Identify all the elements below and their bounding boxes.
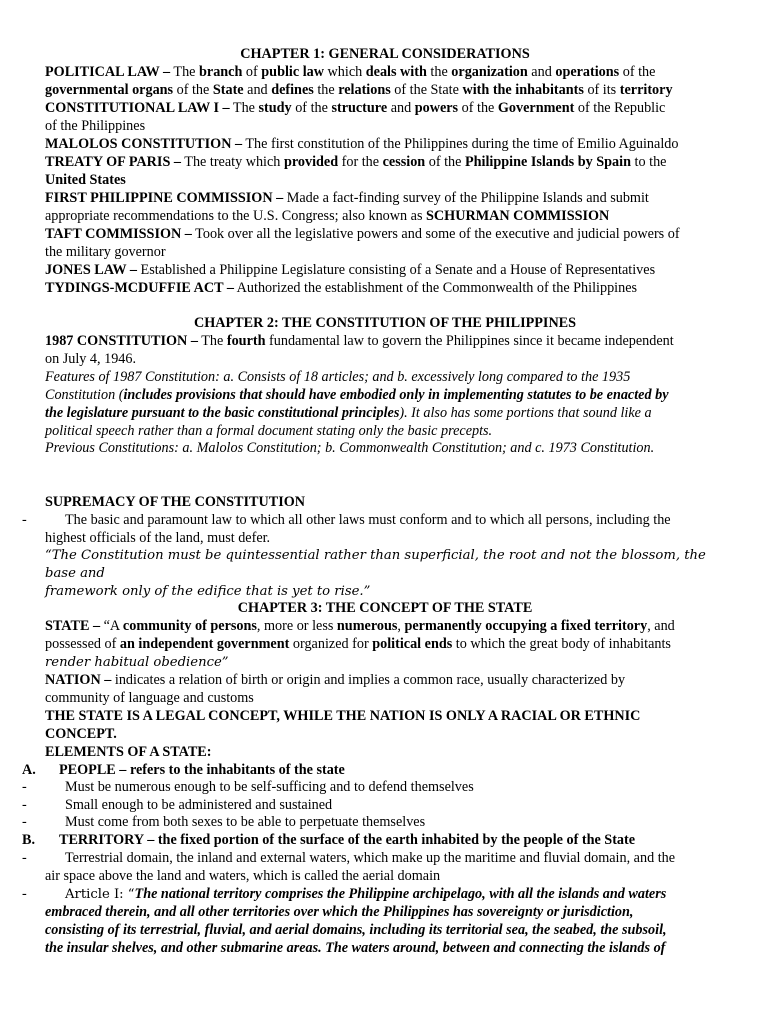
taft-commission-definition: TAFT COMMISSION – Took over all the legislative powers and some of the executive and judicial powers of the military governor	[45, 226, 680, 260]
malolos-constitution-definition: MALOLOS CONSTITUTION – The first constitution of the Philippines during the time of Emilio Aguinaldo	[45, 136, 679, 152]
tydings-mcduffie-definition: TYDINGS-MCDUFFIE ACT – Authorized the establishment of the Commonwealth of the Philippines	[45, 280, 638, 296]
state-definition: STATE – “A community of persons, more or less numerous, permanently occupying a fixed territory, and possessed of an independent government organized for political ends to which the great body of inhabitants render habitual obedience”	[45, 618, 675, 670]
supremacy-heading: SUPREMACY OF THE CONSTITUTION	[45, 494, 306, 510]
bullet-dash: -	[22, 512, 27, 528]
chapter-2-heading: CHAPTER 2: THE CONSTITUTION OF THE PHILIPPINES	[193, 315, 577, 331]
element-territory-title: TERRITORY – the fixed portion of the surface of the earth inhabited by the people of the State	[59, 832, 636, 848]
supremacy-text: The basic and paramount law to which all other laws must conform and to which all persons, including the highest officials of the land, must defer.	[45, 512, 671, 546]
bullet-dash: -	[22, 850, 27, 866]
bullet-dash: -	[22, 814, 27, 830]
territory-article-1: Article I: “The national territory comprises the Philippine archipelago, with all the islands and waters embraced therein, and all other territories over which the Philippines has sovereignty or jurisdiction, consisting of its terrestrial, fluvial, and aerial domains, including its territorial sea, the seabed, the subsoil, the insular shelves, and other submarine areas. The waters around, between and connecting the islands of	[45, 886, 667, 956]
previous-constitutions: Previous Constitutions: a. Malolos Constitution; b. Commonwealth Constitution; and c. 1973 Constitution.	[45, 440, 655, 456]
jones-law-definition: JONES LAW – Established a Philippine Legislature consisting of a Senate and a House of Representatives	[45, 262, 656, 278]
element-people-title: PEOPLE – refers to the inhabitants of the state	[59, 762, 345, 778]
bullet-dash: -	[22, 886, 27, 902]
chapter-1-heading: CHAPTER 1: GENERAL CONSIDERATIONS	[240, 46, 530, 62]
supremacy-quote: “The Constitution must be quintessential rather than superficial, the root and not the blossom, the base and framework only of the edifice that is yet to rise.”	[45, 548, 706, 599]
people-item-3: Must come from both sexes to be able to perpetuate themselves	[65, 814, 426, 830]
element-letter-b: B.	[22, 832, 36, 848]
political-law-definition: POLITICAL LAW – The branch of public law which deals with the organization and operations of the governmental organs of the State and defines the relations of the State with the inhabitants of its territory	[45, 64, 673, 98]
bullet-dash: -	[22, 779, 27, 795]
people-item-2: Small enough to be administered and sustained	[65, 797, 333, 813]
features-paragraph: Features of 1987 Constitution: a. Consists of 18 articles; and b. excessively long compared to the 1935 Constitution (includes provisions that should have embodied only in implementing statutes to be enacted by the legislature pursuant to the basic constitutional principles). It also has some portions that sound like a political speech rather than a formal document stating only the basic precepts.	[45, 369, 669, 439]
treaty-of-paris-definition: TREATY OF PARIS – The treaty which provided for the cession of the Philippine Islands by Spain to the United States	[45, 154, 667, 188]
nation-definition: NATION – indicates a relation of birth or origin and implies a common race, usually characterized by community of language and customs	[45, 672, 626, 706]
people-item-1: Must be numerous enough to be self-sufficing and to defend themselves	[65, 779, 474, 795]
elements-heading: ELEMENTS OF A STATE:	[45, 744, 212, 760]
bullet-dash: -	[22, 797, 27, 813]
chapter-3-heading: CHAPTER 3: THE CONCEPT OF THE STATE	[237, 600, 533, 616]
1987-constitution-definition: 1987 CONSTITUTION – The fourth fundamental law to govern the Philippines since it became independent on July 4, 1946.	[45, 333, 674, 367]
territory-item-1: Terrestrial domain, the inland and external waters, which make up the maritime and fluvial domain, and the air space above the land and waters, which is called the aerial domain	[45, 850, 676, 884]
first-philippine-commission-definition: FIRST PHILIPPINE COMMISSION – Made a fact-finding survey of the Philippine Islands and submit appropriate recommendations to the U.S. Congress; also known as SCHURMAN COMMISSION	[45, 190, 649, 224]
element-letter-a: A.	[22, 762, 36, 778]
constitutional-law-definition: CONSTITUTIONAL LAW I – The study of the structure and powers of the Government of the Republic of the Philippines	[45, 100, 666, 134]
legal-concept-statement: THE STATE IS A LEGAL CONCEPT, WHILE THE NATION IS ONLY A RACIAL OR ETHNIC CONCEPT.	[45, 708, 641, 742]
